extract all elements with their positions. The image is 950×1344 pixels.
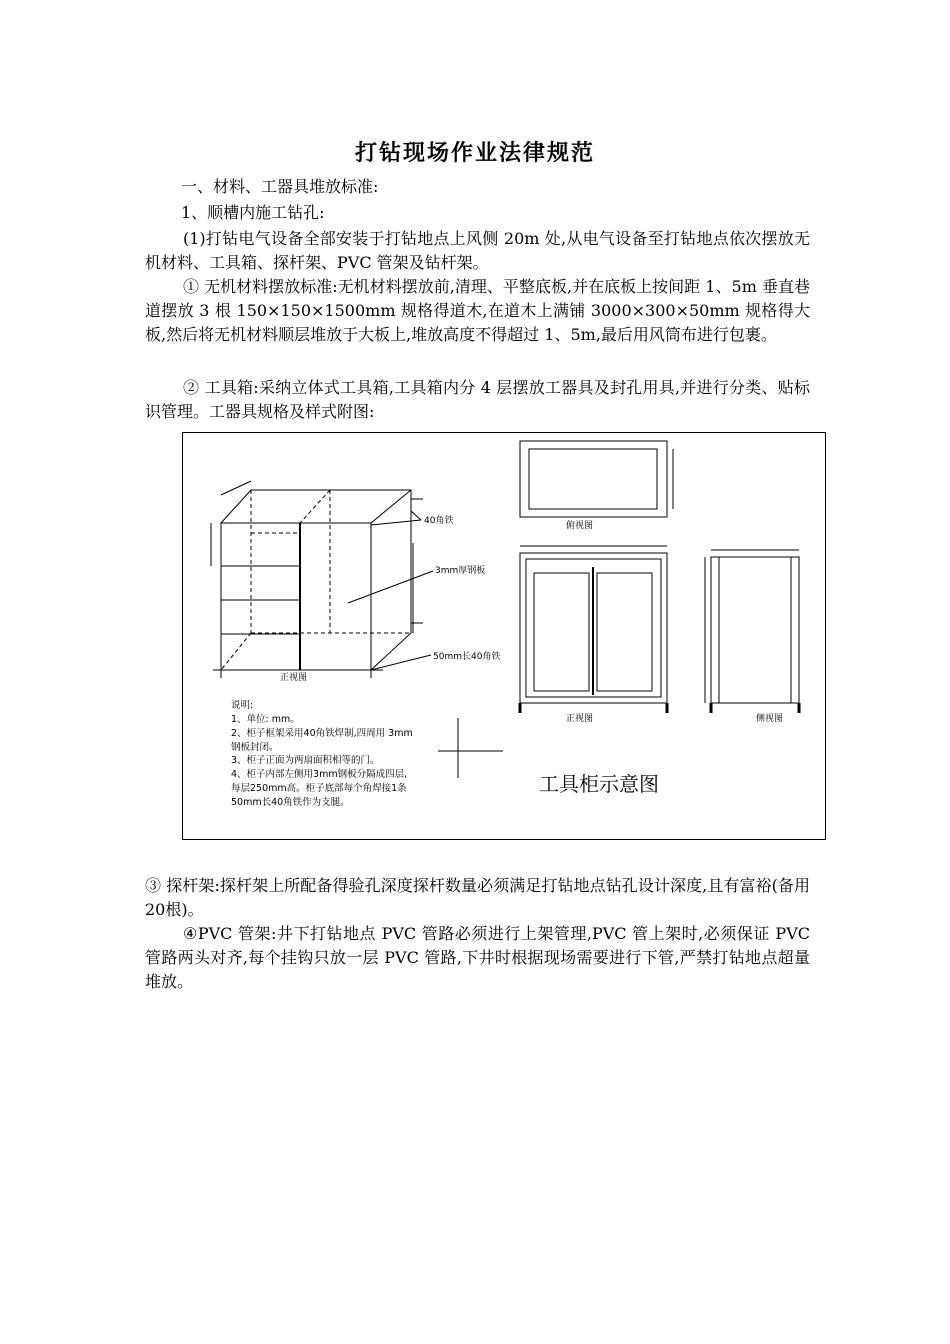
isometric-cabinet: [211, 481, 433, 678]
top-view: [520, 441, 673, 517]
paragraph-probe-rack: ③ 探杆架:探杆架上所配备得验孔深度探杆数量必须满足打钻地点钻孔设计深度,且有富裕(备用 20根)。: [145, 876, 810, 919]
subsection-heading: 1、顺槽内施工钻孔:: [181, 203, 325, 222]
label-angle-iron: 40角铁: [424, 516, 454, 526]
note-line: 3、柜子正面为两扇面积相等的门。: [231, 755, 380, 766]
label-front-view-left: 正视图: [280, 673, 308, 683]
section-heading: 一、材料、工器具堆放标准:: [181, 177, 379, 196]
label-support: 50mm长40角铁: [433, 652, 501, 662]
paragraph-toolbox: ② 工具箱:采纳立体式工具箱,工具箱内分 4 层摆放工器具及封孔用具,并进行分类、贴标识管理。工器具规格及样式附图:: [145, 378, 810, 421]
note-line: 1、单位: mm。: [231, 714, 300, 725]
paragraph-materials: ① 无机材料摆放标准:无机材料摆放前,清理、平整底板,并在底板上按间距 1、5m 垂直巷道摆放 3 根 150×150×1500mm 规格得道木,在道木上满铺 3000×300×50mm 规格得大板,然后将无机材料顺层堆放于大板上,堆放高度不得超过 1、5m,最后用风筒布进行包裹。: [145, 277, 810, 344]
note-line: 4、柜子内部左侧用3mm钢板分隔成四层,: [231, 769, 408, 780]
document-title: 打钻现场作业法律规范: [354, 141, 595, 166]
note-line: 50mm长40角铁作为支腿。: [231, 797, 350, 808]
label-front-view: 正视图: [566, 714, 594, 724]
note-line: 每层250mm高。柜子底部每个角焊接1条: [231, 783, 407, 794]
note-line: 说明:: [231, 700, 254, 711]
paragraph-pvc-rack: ④PVC 管架:井下打钻地点 PVC 管路必须进行上架管理,PVC 管上架时,必须保证 PVC 管路两头对齐,每个挂钩只放一层 PVC 管路,下井时根据现场需要进行下管,严禁打钻地点超量堆放。: [145, 924, 810, 991]
front-view: [520, 546, 667, 713]
label-side-view: 侧视图: [756, 714, 784, 724]
label-plate: 3mm厚钢板: [435, 566, 486, 576]
toolbox-drawing: [183, 433, 827, 841]
paragraph-equipment: (1)打钻电气设备全部安装于打钻地点上风侧 20m 处,从电气设备至打钻地点依次摆放无机材料、工具箱、探杆架、PVC 管架及钻杆架。: [145, 229, 810, 272]
figure-title: 工具柜示意图: [539, 772, 659, 796]
side-view: [705, 550, 799, 713]
note-line: 2、柜子框架采用40角铁焊制,四周用 3mm: [231, 728, 413, 739]
label-top-view: 俯视图: [566, 521, 594, 531]
toolbox-figure: [182, 432, 826, 840]
note-line: 钢板封闭。: [231, 742, 279, 753]
